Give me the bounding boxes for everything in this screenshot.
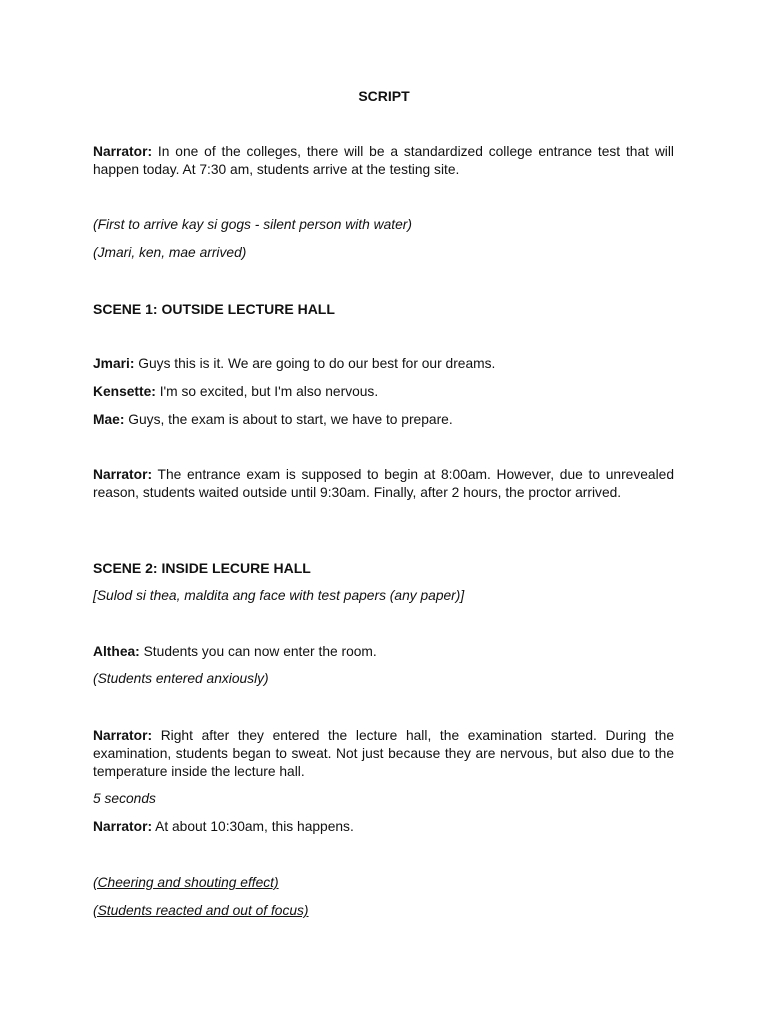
sound-effect-direction: (Cheering and shouting effect) — [93, 875, 279, 890]
stage-direction: (Jmari, ken, mae arrived) — [93, 245, 247, 260]
page-title: SCRIPT — [358, 88, 410, 104]
narration-line — [93, 818, 674, 836]
narration-text: At about 10:30am, this happens. — [155, 819, 354, 834]
speaker-label: Jmari: — [93, 356, 135, 371]
speaker-label: Narrator: — [93, 467, 153, 482]
narration-paragraph — [93, 143, 674, 179]
dialogue-text: Guys, the exam is about to start, we have to prepare. — [128, 412, 453, 427]
stage-direction: (First to arrive kay si gogs - silent person with water) — [93, 217, 412, 232]
speaker-label: Althea: — [93, 644, 140, 659]
speaker-label: Narrator: — [93, 819, 153, 834]
dialogue-text: Students you can now enter the room. — [143, 644, 377, 659]
narration-paragraph — [93, 466, 674, 502]
scene-heading: SCENE 2: INSIDE LECURE HALL — [93, 560, 311, 576]
speaker-label: Narrator: — [93, 728, 153, 743]
speaker-label: Narrator: — [93, 144, 153, 159]
dialogue-text: I'm so excited, but I'm also nervous. — [159, 384, 379, 399]
dialogue-line — [93, 383, 674, 401]
speaker-label: Mae: — [93, 412, 125, 427]
speaker-label: Kensette: — [93, 384, 156, 399]
narration-text: The entrance exam is supposed to begin at 8:00am. However, due to unrevealed reason, students waited outside until 9:30am. Finally, after 2 hours, the proctor arrived. — [93, 467, 674, 500]
stage-direction: 5 seconds — [93, 791, 156, 806]
stage-direction: [Sulod si thea, maldita ang face with test papers (any paper)] — [93, 588, 465, 603]
narration-text: In one of the colleges, there will be a standardized college entrance test that will happen today. At 7:30 am, students arrive at the testing site. — [93, 144, 674, 177]
dialogue-line — [93, 643, 674, 661]
stage-direction: (Students reacted and out of focus) — [93, 903, 309, 918]
dialogue-line — [93, 355, 674, 373]
dialogue-text: Guys this is it. We are going to do our best for our dreams. — [138, 356, 496, 371]
scene-heading: SCENE 1: OUTSIDE LECTURE HALL — [93, 301, 335, 317]
dialogue-line — [93, 411, 674, 429]
narration-paragraph — [93, 727, 674, 781]
stage-direction: (Students entered anxiously) — [93, 671, 269, 686]
narration-text: Right after they entered the lecture hall, the examination started. During the examination, students began to sweat. Not just because they are nervous, but also due to the temperature inside the lecture hall. — [93, 728, 674, 779]
